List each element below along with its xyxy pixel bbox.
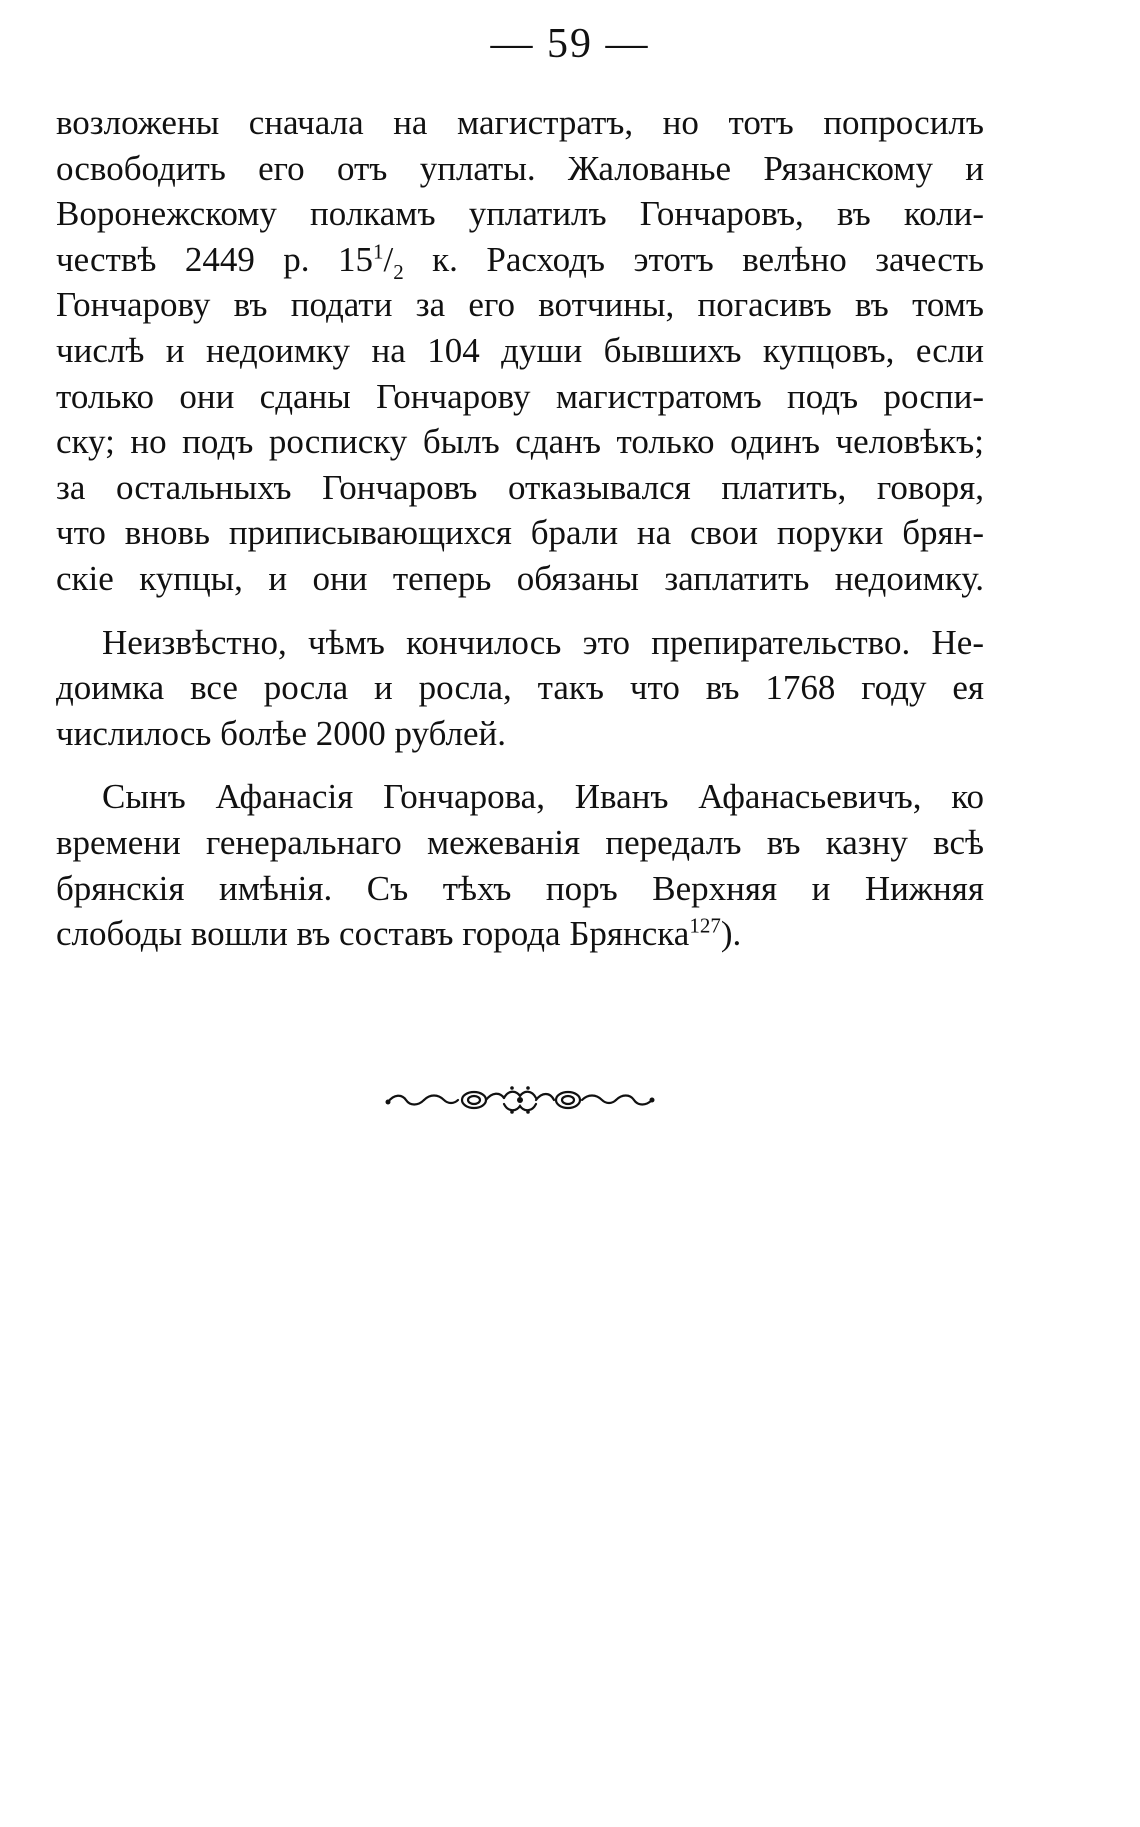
body-text: [56, 100, 984, 975]
text-fragment: ).: [720, 914, 742, 954]
text-line: Сынъ Афанасія Гончарова, Иванъ Афанасьевичъ, ко: [102, 777, 984, 817]
text-fragment: чествѣ 2449 р. 15: [56, 239, 373, 279]
text-line: числѣ и недоимку на 104 души бывшихъ купцовъ, если: [56, 330, 984, 370]
text-line: Воронежскому полкамъ уплатилъ Гончаровъ, въ коли-: [56, 194, 984, 234]
fraction-numerator: 1: [372, 239, 384, 264]
text-line: ску; но подъ росписку былъ сданъ только одинъ человѣкъ;: [56, 422, 984, 462]
text-line: только они сданы Гончарову магистратомъ подъ роспи-: [56, 376, 984, 416]
text-line: возложены сначала на магистратъ, но тотъ попросилъ: [56, 103, 984, 142]
text-line: скіе купцы, и они теперь обязаны заплатить недоимку.: [56, 558, 984, 598]
paragraph-1: [56, 100, 984, 602]
text-line-with-fraction: [56, 237, 984, 283]
text-line-with-footnote: [56, 911, 984, 957]
paragraph-3: [56, 774, 984, 956]
fraction-denominator: 2: [393, 259, 404, 283]
text-line: освободить его отъ уплаты. Жалованье Рязанскому и: [56, 148, 984, 188]
text-fragment: слободы вошли въ составъ города Брянска: [56, 914, 690, 954]
paragraph-2: [56, 620, 984, 757]
text-line: числилось болѣе 2000 рублей.: [56, 713, 506, 753]
text-line: Неизвѣстно, чѣмъ кончилось это препирательство. Не-: [102, 622, 984, 662]
text-line: времени генеральнаго межеванія передалъ въ казну всѣ: [56, 822, 984, 862]
text-line: за остальныхъ Гончаровъ отказывался платить, говоря,: [56, 467, 984, 507]
text-line: доимка все росла и росла, такъ что въ 1768 году ея: [56, 668, 984, 708]
page-number: — 59 —: [490, 21, 650, 67]
footnote-reference: 127: [689, 913, 721, 938]
text-line: брянскія имѣнія. Съ тѣхъ поръ Верхняя и Нижняя: [56, 868, 984, 908]
fraction-slash: /: [383, 239, 394, 279]
text-line: Гончарову въ подати за его вотчины, погасивъ въ томъ: [56, 285, 984, 325]
text-fragment: к. Расходъ этотъ велѣно зачесть: [403, 239, 984, 279]
decorative-ornament-icon: [384, 1082, 656, 1118]
text-line: что вновь приписывающихся брали на свои поруки брян-: [56, 513, 984, 553]
